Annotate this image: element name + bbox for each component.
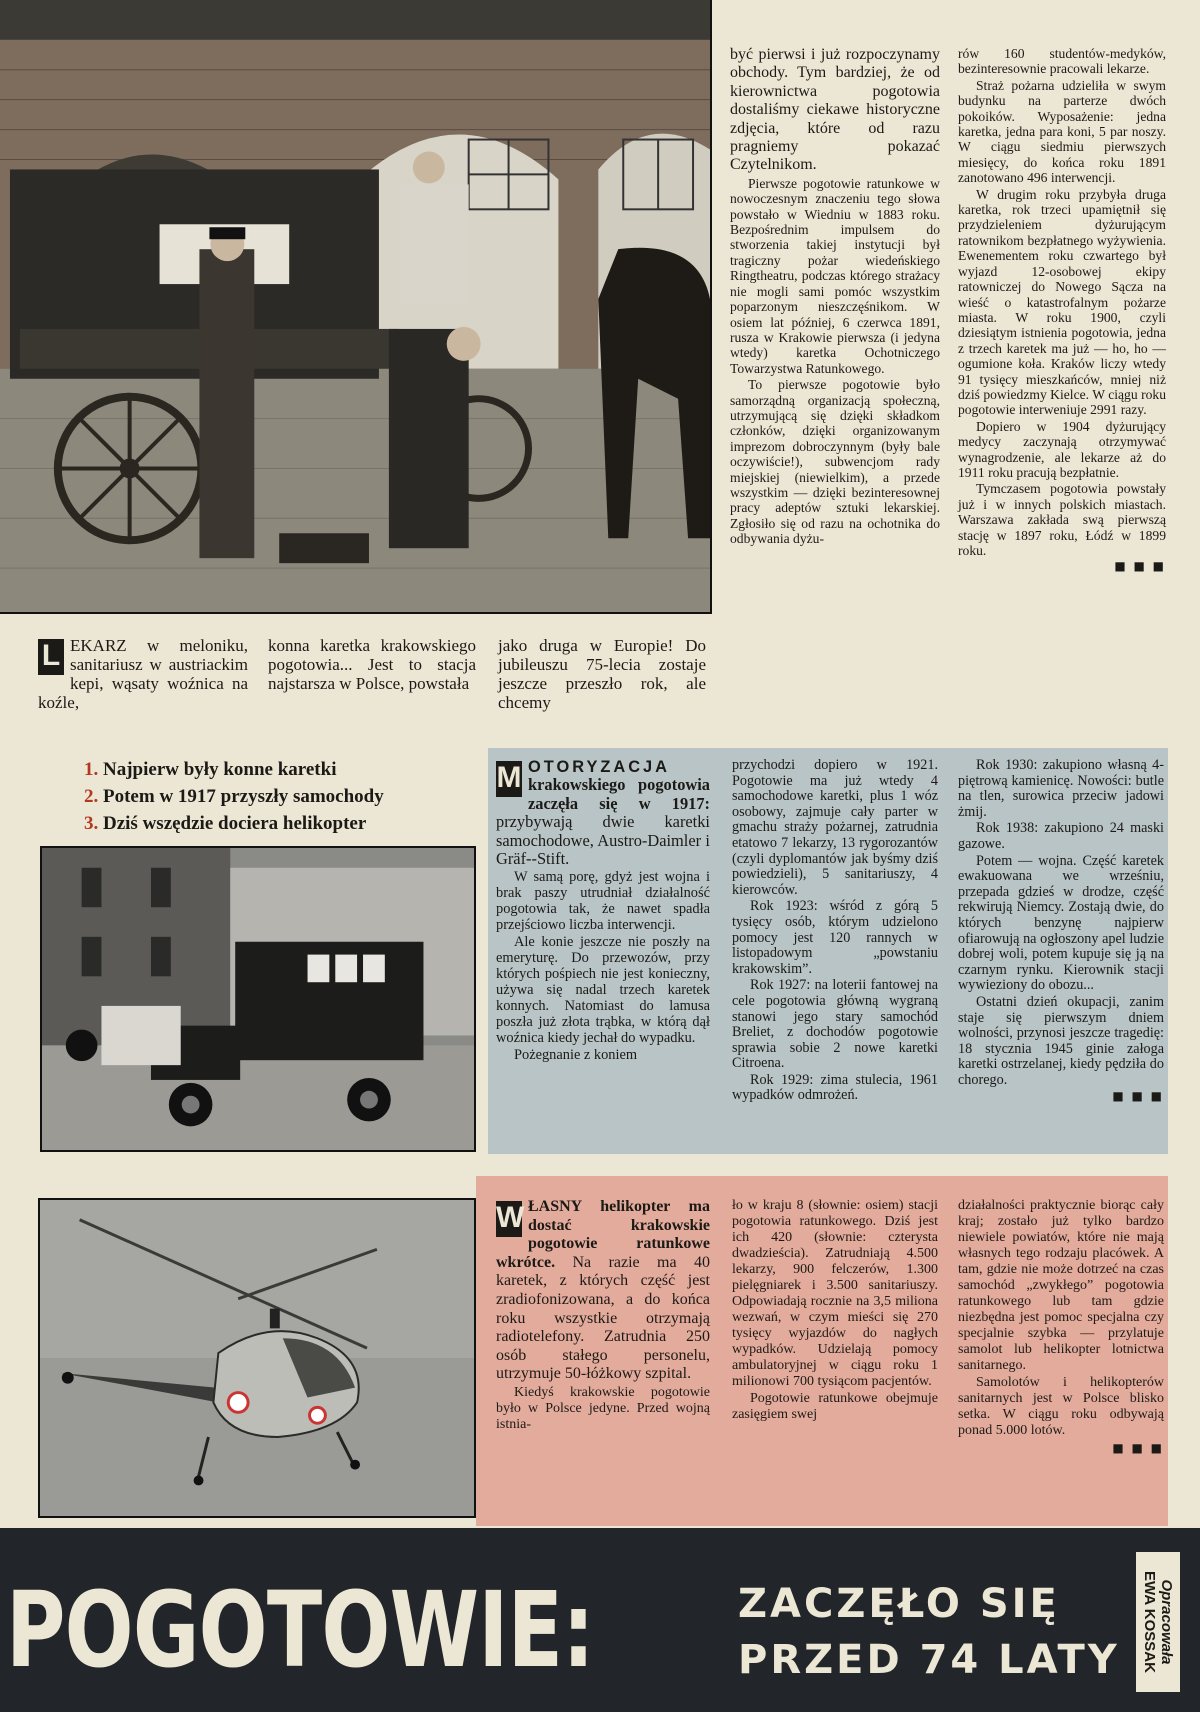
list-item-number: 1. bbox=[84, 759, 99, 780]
mid-dropcap: M bbox=[496, 761, 522, 797]
top-text-para: być pierwsi i już rozpoczynamy obchody. Tym bardziej, że od kierownictwa pogotowia dostaliśmy ciekawe historyczne zdjęcia, które od razu pragniemy pokazać Czytelnikom. bbox=[730, 46, 940, 174]
author-credit-text bbox=[1141, 1571, 1175, 1673]
list-item bbox=[84, 756, 384, 783]
top-text-para: Pierwsze pogotowie ratunkowe w nowoczesnym znaczeniu tego słowa powstało w Wiedniu w 1883 roku. Bezpośrednim impulsem do stworzenia takiej instytucji był tragiczny pożar wiedeńskiego Ringtheatru, podczas którego strażacy nie mogli sami pomóc wszystkim poparzonym nieszczęśnikom. W osiem lat później, 6 czerwca 1891, rusza w Krakowie pierwsza (i jedyna wtedy) karetka Ochotniczego Towarzystwa Ratunkowego. bbox=[730, 175, 940, 376]
bottom-text-col1 bbox=[496, 1198, 710, 1434]
top-text-para: Dopiero w 1904 dyżurujący medycy zaczynają otrzymywać wynagrodzenie, ale lekarze aż do 1911 roku pracują bezpłatnie. bbox=[958, 418, 1166, 480]
helicopter-photo bbox=[38, 1198, 476, 1518]
list-item-number: 2. bbox=[84, 786, 99, 807]
mid-text-para: Ostatni dzień okupacji, zanim staje się pierwszym dniem wolności, przynosi jeszcze tragedię: 18 stycznia 1945 ginie załoga karetki ostrzelanej, kiedy pędziła do chorego. bbox=[958, 993, 1164, 1088]
bottom-text-para: Pogotowie ratunkowe obejmuje zasięgiem swej bbox=[732, 1391, 938, 1422]
mid-text-para: Pożegnanie z koniem bbox=[514, 1047, 638, 1064]
bottom-text-col3 bbox=[958, 1198, 1164, 1456]
author-credit bbox=[1136, 1552, 1180, 1692]
mid-text-para: Rok 1930: zakupiono własną 4-piętrową kamienicę. Nowości: butle na tlen, surowica przeciw jadowi żmij. bbox=[958, 757, 1164, 820]
list-item-text: Dziś wszędzie dociera helikopter bbox=[103, 813, 367, 834]
top-caption-col1 bbox=[38, 636, 248, 712]
list-item bbox=[84, 783, 384, 810]
mid-text-para: Rok 1923: wśród z górą 5 tysięcy osób, którym udzielono pomocy jest 120 rannych w listopadowym „powstaniu krakowskim”. bbox=[732, 898, 938, 977]
bottom-text-para: Kiedyś krakowskie pogotowie było w Polsce jedyne. Przed wojną istnia- bbox=[496, 1384, 710, 1432]
mid-text-para: Ale konie jeszcze nie poszły na emeryturę. Do przewozów, przy których pośpiech nie jest konieczny, używa się nadal trzech karetek konnych. Natomiast do lamusa poszła już złota trąbka, w którą dął woźnica kiedy jechał do wypadku. bbox=[496, 934, 710, 1047]
top-caption-text2: konna karetka krakowskiego pogotowia... Jest to stacja najstarsza w Polsce, powstała bbox=[268, 636, 476, 693]
credit-line: Opracowała bbox=[1158, 1579, 1176, 1665]
subtitle-line: ZACZĘŁO SIĘ bbox=[738, 1581, 1060, 1627]
top-end-mark: ■ ■ ■ bbox=[1114, 559, 1166, 574]
top-text-para: W drugim roku przybyła druga karetka, rok trzeci upamiętnił się przydzieleniem dyżurującym ratownikom bezpłatnego wyżywienia. Ewenementem roku czwartego był wyjazd 12-osobowej ekipy ratowniczej do Nowego Sącza na wieść o katastrofalnym pożarze miasta. W roku 1900, czyli dziesiątym istnienia pogotowia, jedna z trzech karetek ma już — ho, ho — ogumione koła. Kraków liczy wtedy 91 tysięcy mieszkańców, mniej niż dziś powiedzmy Kielce. W ciągu roku pogotowie interweniuje 2991 razy. bbox=[958, 186, 1166, 418]
mid-lead-text: przybywają dwie karetki samochodowe, Austro-Daimler i Gräf--Stift. bbox=[496, 812, 710, 869]
list-item-text: Najpierw były konne karetki bbox=[103, 759, 337, 780]
credit-name: EWA KOSSAK bbox=[1141, 1571, 1159, 1673]
top-caption-text3: jako druga w Europie! Do jubileuszu 75-lecia zostaje jeszcze przeszło rok, ale chcemy bbox=[498, 636, 706, 712]
bottom-text-col2 bbox=[732, 1198, 938, 1424]
bottom-text-para: ło w kraju 8 (słownie: osiem) stacji pogotowia ratunkowego. Dziś jest ich 420 (słownie: czterysta dwadzieścia). Zatrudniają 4.500 lekarzy, 900 felczerów, 1.300 pielęgniarek i 3.500 sanitariuszy. Odpowiadają rocznie na 3,5 miliona wezwań, w czym mieści się 270 tysięcy wyjazdów do nagłych wypadków. Udzielają pomocy ambulatoryjnej w ciągu roku 1 milionowi 700 tysiącom pacjentów. bbox=[732, 1198, 938, 1389]
horse-ambulance-illustration bbox=[0, 0, 710, 612]
top-text-col1 bbox=[730, 46, 940, 548]
mid-text-col2 bbox=[732, 758, 938, 1105]
mid-lead-spaced: OTORYZACJA bbox=[528, 758, 671, 776]
mid-text-para: Rok 1927: na loterii fantowej na cele pogotowia główną wygraną stanowi jego stary samochód Breliet, z dochodów pogotowie sprawia sobie 2 nowe karetki Citroena. bbox=[732, 977, 938, 1072]
bottom-end-mark: ■ ■ ■ bbox=[1112, 1441, 1164, 1455]
top-text-para: Tymczasem pogotowia powstały już i w innych polskich miastach. Warszawa zakłada swą pierwszą stację w 1897 roku, Łódź w 1899 roku. bbox=[958, 481, 1166, 558]
page-subtitle bbox=[738, 1576, 1120, 1688]
top-text-para: Straż pożarna udzieliła w swym budynku na parterze dwóch pokoików. Wyposażenie: jedna karetka, jedna para koni, 5 par noszy. W ciągu siedmiu pierwszych miesięcy, do końca roku 1891 zanotowano 496 interwencji. bbox=[958, 77, 1166, 186]
mid-end-mark: ■ ■ ■ bbox=[1112, 1089, 1164, 1104]
top-text-para: rów 160 studentów-medyków, bezinteresownie pracowali lekarze. bbox=[958, 46, 1166, 77]
helicopter-illustration bbox=[40, 1200, 474, 1516]
bottom-text-para: Samolotów i helikopterów sanitarnych jest w Polsce blisko setka. W ciągu roku odbywają ponad 5.000 lotów. bbox=[958, 1375, 1164, 1438]
list-item-number: 3. bbox=[84, 813, 99, 834]
mid-text-para: Rok 1938: zakupiono 24 maski gazowe. bbox=[958, 820, 1164, 852]
mid-text-para: W samą porę, gdyż jest wojna i brak paszy utrudniał działalność pogotowia tak, że nawet spadła przejściowo liczba interwencji. bbox=[496, 869, 710, 934]
horse-ambulance-photo bbox=[0, 0, 712, 614]
motor-ambulance-illustration bbox=[42, 848, 474, 1150]
bottom-lead bbox=[496, 1198, 710, 1384]
bottom-lead-text: Na razie ma 40 karetek, z których część jest zradiofonizowana, a do końca roku wszystkie otrzymają radiotelefony. Zatrudnia 250 osób stałego personelu, utrzymuje 50-łóżkowy szpital. bbox=[496, 1253, 710, 1383]
mid-text-para: Potem — wojna. Część karetek ewakuowana we wrześniu, przepada gdzieś w drodze, część rekwirują Niemcy. Zostają dwie, do których benzynę najpierw ofiarowują na ogłoszony apel ludzie dobrej woli, potem kupuje się ją na czarnym rynku. Kierownik stacji wywieziony do obozu... bbox=[958, 852, 1164, 994]
page-title: POGOTOWIE: bbox=[6, 1569, 594, 1691]
top-caption-col2 bbox=[268, 636, 476, 693]
mid-lead bbox=[496, 758, 710, 868]
subtitle-line: PRZED 74 LATY bbox=[738, 1637, 1120, 1683]
mid-text-para: Rok 1929: zima stulecia, 1961 wypadków odmrożeń. bbox=[732, 1071, 938, 1104]
list-item bbox=[84, 810, 384, 837]
list-item-text: Potem w 1917 przyszły samochody bbox=[103, 786, 384, 807]
top-caption-col3 bbox=[498, 636, 706, 712]
top-text-col2 bbox=[958, 46, 1166, 575]
feature-list bbox=[84, 756, 384, 837]
mid-text-para: przychodzi dopiero w 1921. Pogotowie ma już wtedy 4 samochodowe karetki, plus 1 wóz osobowy, zajmuje cały parter w gmachu straży pożarnej, zatrudnia etatowo 7 lekarzy, 13 rygorozantów (czyli dyplomantów jak byśmy dziś powiedzieli), 5 sanitariuszy, 4 kierowców. bbox=[732, 757, 938, 898]
top-caption-text1: EKARZ w meloniku, sanitariusz w austriackim kepi, wąsaty woźnica na koźle, bbox=[38, 636, 248, 712]
top-text-para: To pierwsze pogotowie było samorządną organizacją społeczną, utrzymującą się dzięki składkom członków, dzięki organizowanym imprezom dobroczynnym (były bale oczywiście!), subwencjom rady miejskiej (niewielkim), a przede wszystkim — dzięki bezinteresownej pracy adeptów sztuki lekarskiej. Zgłosiło się od razu na ochotnika do odbywania dyżu- bbox=[730, 377, 940, 547]
bottom-lead-bold: ŁASNY helikopter ma dostać krakowskie pogotowie ratunkowe wkrótce. bbox=[496, 1198, 710, 1271]
top-caption-dropcap: L bbox=[38, 639, 64, 675]
motor-ambulance-photo bbox=[40, 846, 476, 1152]
mid-lead-rest: krakowskiego pogotowia zaczęła się w 1917: bbox=[528, 775, 710, 813]
bottom-text-para: działalności praktycznie biorąc cały kraj; zostało już tylko bardzo niewiele powiatów, które nie mają własnych tego rodzaju placówek. A tam, gdzie nie może dotrzeć na czas samochód „zwykłego” pogotowia ratunkowego lub tam gdzie niezbędna jest pomoc specjalna czy specjalnie szybka — przylatuje samolot lub helikopter lotnictwa sanitarnego. bbox=[958, 1198, 1164, 1373]
bottom-dropcap: W bbox=[496, 1201, 522, 1237]
mid-text-col3 bbox=[958, 758, 1164, 1105]
mid-text-col1 bbox=[496, 758, 710, 1064]
